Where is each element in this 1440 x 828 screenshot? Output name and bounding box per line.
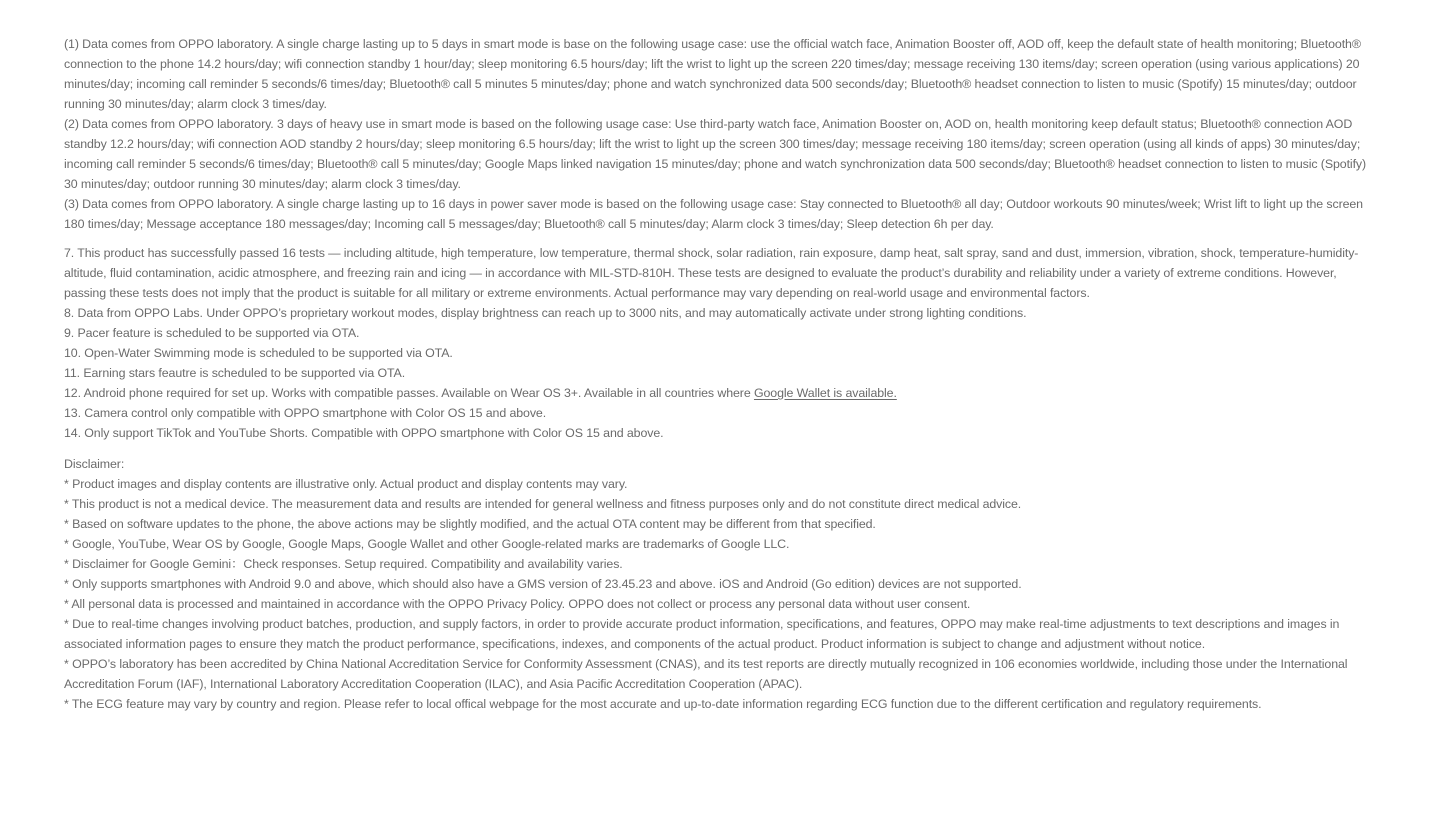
note-12-text: 12. Android phone required for set up. Works with compatible passes. Available on Wear OS 3+. Available in all countries where — [64, 386, 754, 400]
disclaimer-section — [64, 454, 1380, 714]
battery-notes — [64, 34, 1380, 234]
disclaimer-item-medical: * This product is not a medical device. The measurement data and results are intended for general wellness and fitness purposes only and do not constitute direct medical advice. — [64, 497, 1022, 511]
numbered-notes — [64, 243, 1380, 443]
battery-note-3: (3) Data comes from OPPO laboratory. A single charge lasting up to 16 days in power saver mode is based on the following usage case: Stay connected to Bluetooth® all day; Outdoor workouts 90 minutes/week; Wrist lift to light up the screen 180 times/day; Message acceptance 180 messages/day; Incoming call 5 messages/day; Bluetooth® call 5 minutes/day; Alarm clock 3 times/day; Sleep detection 6h per day. — [64, 197, 1363, 231]
disclaimer-item-images: * Product images and display contents are illustrative only. Actual product and display contents may vary. — [64, 477, 628, 491]
disclaimer-heading: Disclaimer: — [64, 457, 125, 471]
disclaimer-item-trademarks: * Google, YouTube, Wear OS by Google, Google Maps, Google Wallet and other Google-related marks are trademarks of Google LLC. — [64, 537, 790, 551]
note-9: 9. Pacer feature is scheduled to be supported via OTA. — [64, 326, 360, 340]
note-14: 14. Only support TikTok and YouTube Shorts. Compatible with OPPO smartphone with Color OS 15 and above. — [64, 426, 664, 440]
note-10: 10. Open-Water Swimming mode is scheduled to be supported via OTA. — [64, 346, 453, 360]
battery-note-1: (1) Data comes from OPPO laboratory. A single charge lasting up to 5 days in smart mode is base on the following usage case: use the official watch face, Animation Booster off, AOD off, keep the default state of health monitoring; Bluetooth® connection to the phone 14.2 hours/day; wifi connection standby 1 hour/day; sleep monitoring 6.5 hours/day; lift the wrist to light up the screen 220 times/day; message receiving 130 items/day; screen operation (using various applications) 20 minutes/day; incoming call reminder 5 seconds/6 times/day; Bluetooth® call 5 minutes 5 minutes/day; phone and watch synchronized data 500 seconds/day; Bluetooth® headset connection to listen to music (Spotify) 15 minutes/day; outdoor running 30 minutes/day; alarm clock 3 times/day. — [64, 37, 1361, 111]
disclaimer-item-realtime-changes: * Due to real-time changes involving product batches, production, and supply factors, in order to provide accurate product information, specifications, and features, OPPO may make real-time adjustments to text descriptions and images in associated information pages to ensure they match the product performance, specifications, indexes, and components of the actual product. Product information is subject to change and adjustment without notice. — [64, 617, 1340, 651]
note-13: 13. Camera control only compatible with OPPO smartphone with Color OS 15 and above. — [64, 406, 547, 420]
disclaimer-item-accreditation: * OPPO’s laboratory has been accredited by China National Accreditation Service for Conformity Assessment (CNAS), and its test reports are directly mutually recognized in 106 economies worldwide, including those under the International Accreditation Forum (IAF), International Laboratory Accreditation Cooperation (ILAC), and Asia Pacific Accreditation Cooperation (APAC). — [64, 657, 1348, 691]
note-8: 8. Data from OPPO Labs. Under OPPO’s proprietary workout modes, display brightness can reach up to 3000 nits, and may automatically activate under strong lighting conditions. — [64, 306, 1027, 320]
disclaimer-item-privacy: * All personal data is processed and maintained in accordance with the OPPO Privacy Policy. OPPO does not collect or process any personal data without user consent. — [64, 597, 971, 611]
disclaimer-item-ecg: * The ECG feature may vary by country and region. Please refer to local offical webpage for the most accurate and up-to-date information regarding ECG function due to the different certification and regulatory requirements. — [64, 697, 1262, 711]
note-12 — [64, 383, 1380, 403]
note-11: 11. Earning stars feautre is scheduled to be supported via OTA. — [64, 366, 406, 380]
disclaimer-item-gemini: * Disclaimer for Google Gemini：Check responses. Setup required. Compatibility and availability varies. — [64, 557, 623, 571]
google-wallet-availability-link[interactable]: Google Wallet is available. — [753, 386, 897, 400]
disclaimer-item-ota: * Based on software updates to the phone, the above actions may be slightly modified, and the actual OTA content may be different from that specified. — [64, 517, 876, 531]
disclaimer-item-android-support: * Only supports smartphones with Android 9.0 and above, which should also have a GMS version of 23.45.23 and above. iOS and Android (Go edition) devices are not supported. — [64, 577, 1022, 591]
battery-note-2: (2) Data comes from OPPO laboratory. 3 days of heavy use in smart mode is based on the following usage case: Use third-party watch face, Animation Booster on, AOD on, health monitoring keep default status; Bluetooth® connection AOD standby 12.2 hours/day; wifi connection AOD standby 2 hours/day; sleep monitoring 6.5 hours/day; lift the wrist to light up the screen 300 times/day; message receiving 180 items/day; screen operation (using all kinds of apps) 30 minutes/day; incoming call reminder 5 seconds/6 times/day; Bluetooth® call 5 minutes/day; Google Maps linked navigation 15 minutes/day; phone and watch synchronization data 500 seconds/day; Bluetooth® headset connection to listen to music (Spotify) 30 minutes/day; outdoor running 30 minutes/day; alarm clock 3 times/day. — [64, 117, 1367, 191]
footnotes-section — [64, 34, 1380, 714]
note-7: 7. This product has successfully passed 16 tests — including altitude, high temperature, low temperature, thermal shock, solar radiation, rain exposure, damp heat, salt spray, sand and dust, immersion, vibration, shock, temperature-humidity-altitude, fluid contamination, acidic atmosphere, and freezing rain and icing — in accordance with MIL-STD-810H. These tests are designed to evaluate the product’s durability and reliability under a variety of extreme conditions. However, passing these tests does not imply that the product is suitable for all military or extreme environments. Actual performance may vary depending on real-world usage and environmental factors. — [64, 246, 1359, 300]
